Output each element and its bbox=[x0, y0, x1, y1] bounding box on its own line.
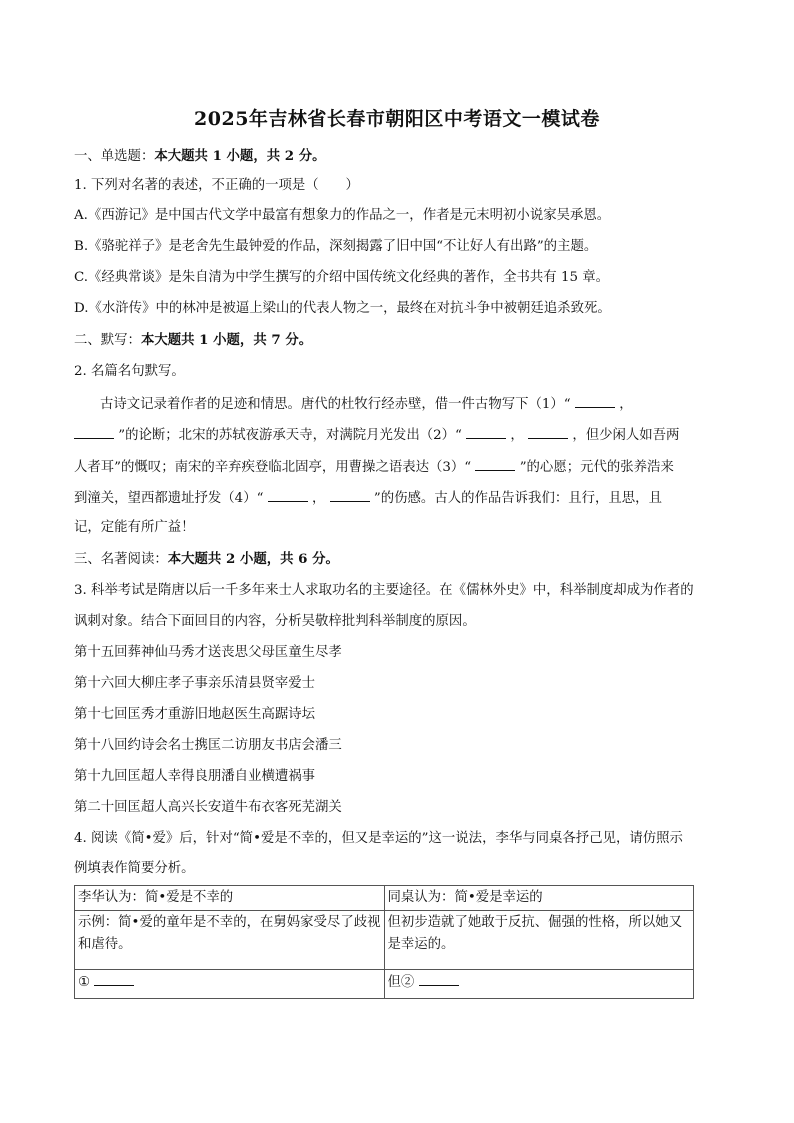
section-heading-dictation bbox=[74, 330, 724, 351]
q1-option-b: B.《骆驼祥子》是老舍先生最钟爱的作品，深刻揭露了旧中国“不让好人有出路”的主题。 bbox=[74, 239, 598, 254]
chapter-title: 第十七回匡秀才重游旧地赵医生高踞诗坛 bbox=[74, 707, 316, 722]
section-label: 三、名著阅读： bbox=[74, 552, 168, 567]
q2-paragraph-line-5: 记，定能有所广益！ bbox=[74, 520, 195, 535]
table-row bbox=[75, 970, 694, 999]
answer-blank-4b[interactable] bbox=[330, 487, 370, 502]
q2-stem: 2. 名篇名句默写。 bbox=[74, 364, 185, 379]
q2-paragraph-line-1: 古诗文记录着作者的足迹和情思。唐代的杜牧行经赤壁，借一件古物写下（1）“ ， bbox=[100, 393, 724, 415]
section-label: 一、单选题： bbox=[74, 149, 155, 164]
table-cell: 但初步造就了她敢于反抗、倔强的性格，所以她又是幸运的。 bbox=[384, 911, 694, 970]
table-header-cell: 同桌认为：简•爱是幸运的 bbox=[384, 886, 694, 911]
q2-paragraph-line-2: ”的论断；北宋的苏轼夜游承天寺，对满院月光发出（2）“ ， ，但少闲人如吾两 bbox=[74, 424, 724, 446]
table-cell-answer-1: ① bbox=[75, 970, 385, 999]
section-desc: 本大题共 2 小题，共 6 分。 bbox=[167, 551, 339, 567]
q4-stem-line-1: 4. 阅读《简•爱》后，针对“简•爱是不幸的，但又是幸运的”这一说法，李华与同桌各抒己见，请仿照示 bbox=[74, 831, 683, 846]
section-heading-single-choice bbox=[74, 146, 724, 167]
chapter-title: 第二十回匡超人高兴长安道牛布衣客死芜湖关 bbox=[74, 800, 342, 815]
q1-option-c: C.《经典常谈》是朱自清为中学生撰写的介绍中国传统文化经典的著作，全书共有 15 章。 bbox=[74, 270, 610, 285]
q2-paragraph-line-4: 到潼关，望西都遗址抒发（4）“ ， ”的伤感。古人的作品告诉我们：且行，且思，且 bbox=[74, 487, 724, 509]
answer-blank-3[interactable] bbox=[475, 456, 515, 471]
q2-paragraph-line-3: 人者耳”的慨叹；南宋的辛弃疾登临北固亭，用曹操之语表达（3）“ ”的心愿；元代的张养浩来 bbox=[74, 456, 724, 478]
table-header-cell: 李华认为：简•爱是不幸的 bbox=[75, 886, 385, 911]
q1-stem: 1. 下列对名著的表述，不正确的一项是（ ） bbox=[74, 178, 359, 193]
answer-blank-1b[interactable] bbox=[74, 424, 114, 439]
chapter-title: 第十六回大柳庄孝子事亲乐清县贤宰爱士 bbox=[74, 676, 316, 691]
table-cell: 示例：简•爱的童年是不幸的，在舅妈家受尽了歧视和虐待。 bbox=[75, 911, 385, 970]
answer-blank-1a[interactable] bbox=[575, 393, 615, 408]
q4-stem-line-2: 例填表作简要分析。 bbox=[74, 861, 195, 876]
section-label: 二、默写： bbox=[74, 333, 141, 348]
section-heading-classics-reading bbox=[74, 549, 724, 570]
q3-stem-line-1: 3. 科举考试是隋唐以后一千多年来士人求取功名的主要途径。在《儒林外史》中，科举制度却成为作者的 bbox=[74, 583, 694, 598]
chapter-title: 第十九回匡超人幸得良朋潘自业横遭祸事 bbox=[74, 769, 316, 784]
table-cell-answer-2: 但② bbox=[384, 970, 694, 999]
q1-option-a: A.《西游记》是中国古代文学中最富有想象力的作品之一，作者是元末明初小说家吴承恩。 bbox=[74, 208, 611, 223]
section-desc: 本大题共 1 小题，共 2 分。 bbox=[154, 148, 326, 164]
answer-blank-table-1[interactable] bbox=[94, 971, 134, 986]
chapter-title: 第十八回约诗会名士携匡二访朋友书店会潘三 bbox=[74, 738, 342, 753]
answer-blank-2a[interactable] bbox=[466, 424, 506, 439]
page-title: 2025年吉林省长春市朝阳区中考语文一模试卷 bbox=[194, 108, 600, 130]
table-row bbox=[75, 886, 694, 911]
answer-blank-4a[interactable] bbox=[268, 487, 308, 502]
answer-blank-2b[interactable] bbox=[528, 424, 568, 439]
table-row bbox=[75, 911, 694, 970]
section-desc: 本大题共 1 小题，共 7 分。 bbox=[140, 332, 313, 348]
answer-blank-table-2[interactable] bbox=[419, 971, 459, 986]
analysis-table bbox=[74, 885, 694, 999]
q3-stem-line-2: 讽刺对象。结合下面回目的内容，分析吴敬梓批判科举制度的原因。 bbox=[74, 614, 476, 629]
q1-option-d: D.《水浒传》中的林冲是被逼上梁山的代表人物之一，最终在对抗斗争中被朝廷追杀致死。 bbox=[74, 301, 611, 316]
chapter-title: 第十五回葬神仙马秀才送丧思父母匡童生尽孝 bbox=[74, 645, 342, 660]
